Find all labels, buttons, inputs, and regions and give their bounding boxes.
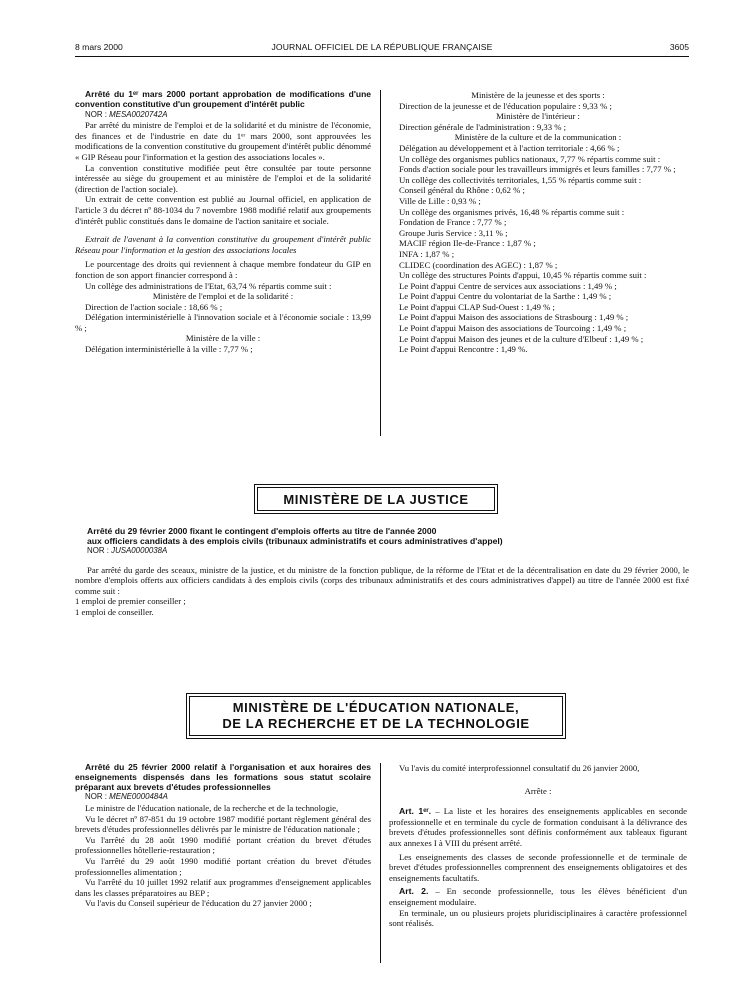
allocation-item: Le Point d'appui Centre de services aux associations : 1,49 % ; xyxy=(399,280,617,291)
allocation-item: Le Point d'appui Maison des jeunes et de la culture d'Elbeuf : 1,49 % ; xyxy=(399,333,644,344)
arrete1-paragraph: La convention constitutive modifiée peut être consultée par toute personne intéressée au siège du groupement et au ministère de l'emploi et de la solidarité (direction de l'action sociale). xyxy=(75,162,371,194)
ministry-subheading: Ministère de l'intérieur : xyxy=(496,111,580,122)
allocation-item: Fonds d'action sociale pour les travailleurs immigrés et leurs familles : 7,77 % ; xyxy=(399,164,676,175)
justice-nor: NOR : JUSA0000038A xyxy=(87,546,168,555)
allocation-item: Le Point d'appui Maison des associations de Strasbourg : 1,49 % ; xyxy=(399,312,629,323)
arrete1-right-column xyxy=(389,90,687,355)
justice-item: 1 emploi de conseiller. xyxy=(75,606,154,617)
allocation-item: Ville de Lille : 0,93 % ; xyxy=(399,195,481,206)
ministry-subheading: Ministère de l'emploi et de la solidarité : xyxy=(152,291,294,302)
allocation-item: Le Point d'appui Centre du volontariat de la Sarthe : 1,49 % ; xyxy=(399,291,612,302)
allocation-item: Délégation interministérielle à la ville : 7,77 % ; xyxy=(85,344,253,355)
education-paragraph: Le ministre de l'éducation nationale, de la recherche et de la technologie, xyxy=(85,802,339,813)
allocation-item: Le Point d'appui CLAP Sud-Ouest : 1,49 % ; xyxy=(399,301,555,312)
arrete1-title: Arrêté du 1ᵉʳ mars 2000 portant approbation de modifications d'une convention constitutive d'un groupement d'intérêt public xyxy=(75,89,371,109)
education-paragraph: Vu l'arrêté du 10 juillet 1992 relatif aux programmes d'enseignement applicables dans les classes préparatoires au BEP ; xyxy=(75,877,371,898)
allocation-item: Un collège des structures Points d'appui, 10,45 % répartis comme suit : xyxy=(399,270,647,281)
education-article-1-paragraph: Les enseignements des classes de seconde professionnelle et de terminale de brevet d'études professionnelles comprennent des enseignements obligatoires et des enseignements facultatifs. xyxy=(389,851,687,883)
allocation-item: Délégation interministérielle à l'innovation sociale et à l'économie sociale : 13,99 % ; xyxy=(75,312,371,333)
education-article-2-paragraph: En terminale, un ou plusieurs projets pluridisciplinaires à caractère professionnel sont réalisés. xyxy=(389,907,687,929)
education-arrete-title: Arrêté du 25 février 2000 relatif à l'organisation et aux horaires des enseignements dispensés dans les formations sous statut scolaire préparant aux brevets d'études professionnelles xyxy=(75,762,371,792)
education-arrete-label: Arrête : xyxy=(524,785,552,796)
ministry-subheading: Ministère de la ville : xyxy=(185,333,261,344)
ministry-subheading: Ministère de la jeunesse et des sports : xyxy=(471,90,605,100)
column-divider xyxy=(380,763,381,963)
arrete1-paragraph: Un extrait de cette convention est publié au Journal officiel, en application de l'article 3 du décret nº 88-1034 du 7 novembre 1988 modifié relatif aux groupements d'intérêt public constitués dans le domaine de l'action sanitaire et sociale. xyxy=(75,194,371,226)
allocation-item: Un collège des organismes publics nationaux, 7,77 % répartis comme suit : xyxy=(399,153,661,164)
justice-section xyxy=(75,526,689,618)
arrete1-right-items xyxy=(389,90,687,355)
allocation-item: Direction de l'action sociale : 18,66 % ; xyxy=(85,301,223,312)
ministere-education-heading-box xyxy=(186,693,566,739)
header-page-number: 3605 xyxy=(669,42,689,52)
ministere-education-heading-line2: DE LA RECHERCHE ET DE LA TECHNOLOGIE xyxy=(222,716,530,731)
header-journal-title: JOURNAL OFFICIEL DE LA RÉPUBLIQUE FRANÇAISE xyxy=(271,42,493,52)
header-date: 8 mars 2000 xyxy=(75,42,123,52)
allocation-item: Délégation au développement et à l'action territoriale : 4,66 % ; xyxy=(399,142,620,153)
column-divider xyxy=(380,90,381,436)
allocation-item: Fondation de France : 7,77 % ; xyxy=(399,217,507,228)
arrete1-paragraph: Par arrêté du ministre de l'emploi et de la solidarité et du ministre de l'économie, des finances et de l'industrie en date du 1ᵉʳ mars 2000, sont approuvées les modifications de la convention constitutive du groupement d'intérêt public dénommé « GIP Réseau pour l'information et la gestion des associations locales ». xyxy=(75,120,371,162)
ministere-justice-heading-box xyxy=(254,484,498,514)
education-paragraph: Vu le décret nº 87-851 du 19 octobre 1987 modifié portant règlement général des brevets d'études professionnelles délivrés par le ministre de l'éducation nationale ; xyxy=(75,813,371,835)
education-nor: NOR : MENE0000484A xyxy=(85,792,168,802)
page-header xyxy=(75,42,689,56)
education-paragraph: Vu l'avis du comité interprofessionnel consultatif du 26 janvier 2000, xyxy=(399,763,640,773)
education-paragraph: Vu l'arrêté du 29 août 1990 modifié portant création du brevet d'études professionnelles alimentation ; xyxy=(75,855,371,877)
header-rule xyxy=(75,56,689,57)
allocation-item: Un collège des administrations de l'Etat, 63,74 % répartis comme suit : xyxy=(85,280,332,291)
justice-paragraph: Par arrêté du garde des sceaux, ministre de la justice, et du ministre de la fonction publique, de la réforme de l'Etat et de la décentralisation en date du 29 février 2000, le nombre d'emplois offerts aux officiers candidats à des emplois civils (corps des tribunaux administratifs et des cours administratives d'appel) au titre de l'année 2000 est fixé comme suit : xyxy=(75,564,689,596)
allocation-item: Un collège des organismes privés, 16,48 % répartis comme suit : xyxy=(399,206,625,217)
allocation-item: Groupe Juris Service : 3,11 % ; xyxy=(399,227,508,238)
allocation-item: CLIDEC (coordination des AGEC) : 1,87 % ; xyxy=(399,259,558,270)
allocation-item: Conseil général du Rhône : 0,62 % ; xyxy=(399,185,525,196)
allocation-item: INFA : 1,87 % ; xyxy=(399,248,455,259)
allocation-item: Direction générale de l'administration : 9,33 % ; xyxy=(399,121,567,132)
education-paragraph: Vu l'avis du Conseil supérieur de l'éducation du 27 janvier 2000 ; xyxy=(85,898,312,909)
allocation-item: Le pourcentage des droits qui reviennent à chaque membre fondateur du GIP en fonction de son apport financier correspond à : xyxy=(75,259,371,280)
justice-arrete-title-line1: Arrêté du 29 février 2000 fixant le contingent d'emplois offerts au titre de l'année 2000 xyxy=(87,526,437,536)
education-article-1: Art. 1ᵉʳ. – La liste et les horaires des enseignements applicables en seconde professionnelle et en terminale du cycle de formation conduisant à la délivrance des brevets d'études professionnelles sont définis conformément aux tableaux figurant aux annexes I à VIII du présent arrêté. xyxy=(389,806,687,848)
arrete1-left-items xyxy=(75,259,371,354)
arrete1-nor: NOR : MESA0020742A xyxy=(85,109,168,119)
education-paragraph: Vu l'arrêté du 28 août 1990 modifié portant création du brevet d'études professionnelles hôtellerie-restauration ; xyxy=(75,834,371,856)
allocation-item: MACIF région Ile-de-France : 1,87 % ; xyxy=(399,238,536,249)
allocation-item: Direction de la jeunesse et de l'éducation populaire : 9,33 % ; xyxy=(399,100,612,111)
allocation-item: Le Point d'appui Rencontre : 1,49 %. xyxy=(399,344,528,355)
justice-arrete-title-line2: aux officiers candidats à des emplois civils (tribunaux administratifs et cours administratives d'appel) xyxy=(87,536,503,546)
arrete1-left-column xyxy=(75,90,371,355)
education-left-column xyxy=(75,763,371,909)
arrete1-extrait-title: Extrait de l'avenant à la convention constitutive du groupement d'intérêt public Réseau pour l'information et la gestion des associations locales xyxy=(75,234,371,255)
allocation-item: Le Point d'appui Maison des associations de Tourcoing : 1,49 % ; xyxy=(399,323,627,334)
education-article-2: Art. 2. – En seconde professionnelle, tous les élèves bénéficient d'un enseignement modulaire. xyxy=(389,886,688,907)
justice-item: 1 emploi de premier conseiller ; xyxy=(75,596,186,607)
ministere-education-heading-line1: MINISTÈRE DE L'ÉDUCATION NATIONALE, xyxy=(232,700,520,715)
ministry-subheading: Ministère de la culture et de la communication : xyxy=(454,132,622,143)
education-right-column xyxy=(389,763,687,929)
ministere-justice-heading: MINISTÈRE DE LA JUSTICE xyxy=(283,491,469,507)
allocation-item: Un collège des collectivités territoriales, 1,55 % répartis comme suit : xyxy=(399,174,642,185)
